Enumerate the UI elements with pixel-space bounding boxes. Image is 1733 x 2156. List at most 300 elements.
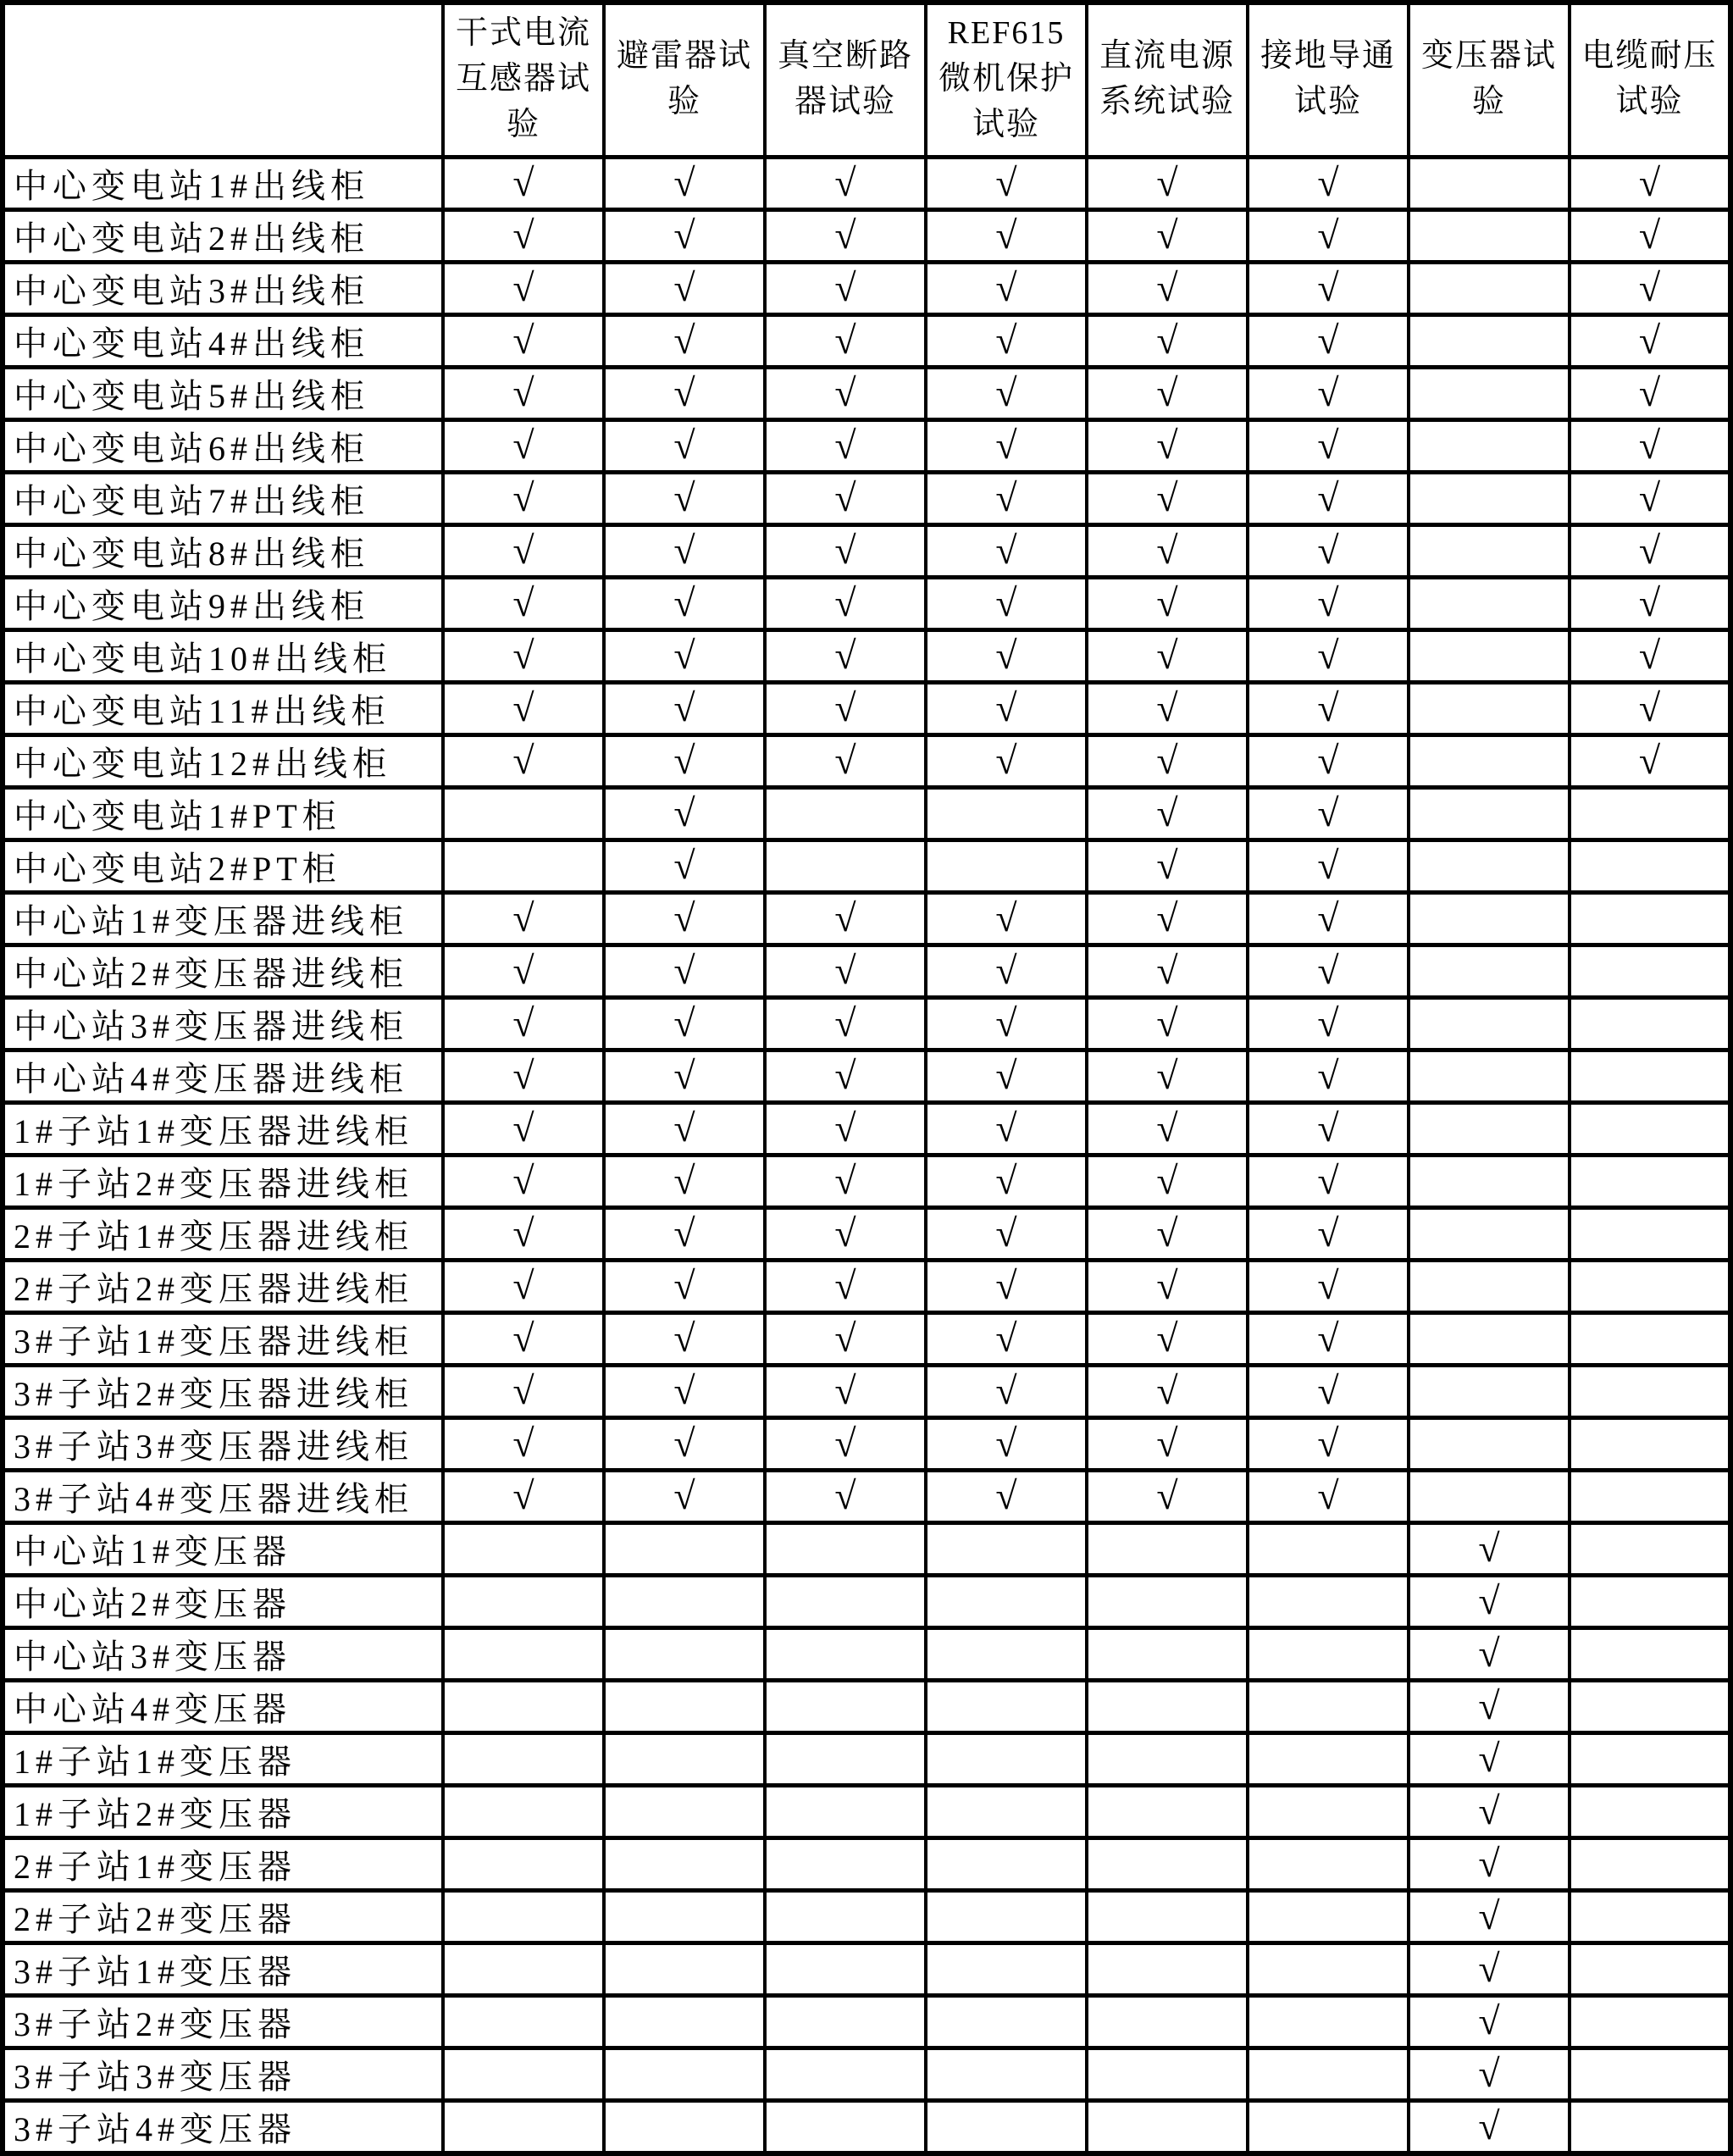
check-cell: √ bbox=[1248, 1260, 1409, 1312]
empty-cell bbox=[1570, 1207, 1730, 1260]
check-cell: √ bbox=[765, 1470, 926, 1522]
check-cell: √ bbox=[443, 1155, 604, 1207]
check-cell: √ bbox=[443, 1102, 604, 1155]
row-label: 2#子站2#变压器 bbox=[3, 1890, 443, 1943]
check-cell: √ bbox=[926, 1417, 1087, 1470]
empty-cell bbox=[765, 1890, 926, 1943]
empty-cell bbox=[1409, 1417, 1570, 1470]
check-cell: √ bbox=[765, 367, 926, 419]
check-cell: √ bbox=[765, 734, 926, 787]
empty-cell bbox=[1409, 682, 1570, 734]
empty-cell bbox=[1248, 1785, 1409, 1837]
table-row bbox=[3, 1575, 1730, 1627]
check-cell: √ bbox=[1087, 787, 1248, 840]
empty-cell bbox=[604, 2048, 765, 2100]
table-row bbox=[3, 840, 1730, 892]
table-row bbox=[3, 997, 1730, 1050]
check-cell: √ bbox=[604, 1155, 765, 1207]
empty-cell bbox=[1087, 1995, 1248, 2048]
empty-cell bbox=[1087, 1522, 1248, 1575]
row-label: 3#子站4#变压器 bbox=[3, 2100, 443, 2153]
table-row bbox=[3, 1312, 1730, 1365]
empty-cell bbox=[1570, 1732, 1730, 1785]
check-cell: √ bbox=[1248, 1050, 1409, 1102]
check-cell: √ bbox=[1409, 1785, 1570, 1837]
check-cell: √ bbox=[1087, 419, 1248, 472]
row-label: 中心变电站2#出线柜 bbox=[3, 209, 443, 262]
row-label: 中心站4#变压器 bbox=[3, 1680, 443, 1732]
empty-cell bbox=[1087, 1943, 1248, 1995]
empty-cell bbox=[1570, 1627, 1730, 1680]
empty-cell bbox=[604, 1680, 765, 1732]
empty-cell bbox=[1570, 1680, 1730, 1732]
check-cell: √ bbox=[604, 209, 765, 262]
empty-cell bbox=[604, 1732, 765, 1785]
row-label: 2#子站2#变压器进线柜 bbox=[3, 1260, 443, 1312]
check-cell: √ bbox=[1087, 945, 1248, 997]
empty-cell bbox=[1087, 1627, 1248, 1680]
table-row bbox=[3, 157, 1730, 209]
check-cell: √ bbox=[604, 419, 765, 472]
check-cell: √ bbox=[1248, 524, 1409, 577]
table-row bbox=[3, 1102, 1730, 1155]
check-cell: √ bbox=[1248, 682, 1409, 734]
empty-cell bbox=[1570, 1050, 1730, 1102]
empty-cell bbox=[1409, 209, 1570, 262]
check-cell: √ bbox=[1570, 682, 1730, 734]
empty-cell bbox=[1570, 1890, 1730, 1943]
check-cell: √ bbox=[1248, 787, 1409, 840]
check-cell: √ bbox=[604, 787, 765, 840]
check-cell: √ bbox=[926, 1312, 1087, 1365]
empty-cell bbox=[1409, 367, 1570, 419]
empty-cell bbox=[926, 2100, 1087, 2153]
empty-cell bbox=[926, 1995, 1087, 2048]
check-cell: √ bbox=[443, 367, 604, 419]
table-row bbox=[3, 1050, 1730, 1102]
check-cell: √ bbox=[1248, 1102, 1409, 1155]
empty-cell bbox=[1570, 1837, 1730, 1890]
table-row bbox=[3, 314, 1730, 367]
check-cell: √ bbox=[1570, 734, 1730, 787]
empty-cell bbox=[443, 787, 604, 840]
empty-cell bbox=[765, 1575, 926, 1627]
row-label: 中心站4#变压器进线柜 bbox=[3, 1050, 443, 1102]
check-cell: √ bbox=[1248, 209, 1409, 262]
empty-cell bbox=[1409, 1102, 1570, 1155]
check-cell: √ bbox=[443, 1050, 604, 1102]
check-cell: √ bbox=[1570, 314, 1730, 367]
check-cell: √ bbox=[1087, 367, 1248, 419]
check-cell: √ bbox=[1087, 1470, 1248, 1522]
empty-cell bbox=[1570, 1995, 1730, 2048]
empty-cell bbox=[765, 1943, 926, 1995]
check-cell: √ bbox=[604, 945, 765, 997]
table-row bbox=[3, 1995, 1730, 2048]
empty-cell bbox=[443, 1732, 604, 1785]
empty-cell bbox=[1409, 1260, 1570, 1312]
check-cell: √ bbox=[443, 682, 604, 734]
check-cell: √ bbox=[926, 734, 1087, 787]
empty-cell bbox=[765, 1732, 926, 1785]
empty-cell bbox=[1570, 1365, 1730, 1417]
check-cell: √ bbox=[443, 1417, 604, 1470]
table-row bbox=[3, 734, 1730, 787]
check-cell: √ bbox=[926, 524, 1087, 577]
check-cell: √ bbox=[1248, 1417, 1409, 1470]
table-row bbox=[3, 2048, 1730, 2100]
check-cell: √ bbox=[1248, 1365, 1409, 1417]
check-cell: √ bbox=[1248, 945, 1409, 997]
empty-cell bbox=[1409, 1155, 1570, 1207]
empty-cell bbox=[926, 1575, 1087, 1627]
check-cell: √ bbox=[1409, 1943, 1570, 1995]
check-cell: √ bbox=[443, 419, 604, 472]
empty-cell bbox=[443, 2100, 604, 2153]
table-row bbox=[3, 945, 1730, 997]
check-cell: √ bbox=[1248, 1312, 1409, 1365]
empty-cell bbox=[443, 840, 604, 892]
check-cell: √ bbox=[765, 577, 926, 629]
empty-cell bbox=[1409, 524, 1570, 577]
row-label: 3#子站1#变压器进线柜 bbox=[3, 1312, 443, 1365]
check-cell: √ bbox=[1248, 1470, 1409, 1522]
empty-cell bbox=[1570, 1785, 1730, 1837]
check-cell: √ bbox=[926, 577, 1087, 629]
empty-cell bbox=[1570, 1155, 1730, 1207]
table-row bbox=[3, 1680, 1730, 1732]
check-cell: √ bbox=[1087, 314, 1248, 367]
check-cell: √ bbox=[1087, 734, 1248, 787]
table-row bbox=[3, 892, 1730, 945]
empty-cell bbox=[443, 1522, 604, 1575]
empty-cell bbox=[1570, 840, 1730, 892]
empty-cell bbox=[1248, 1837, 1409, 1890]
row-label: 中心变电站11#出线柜 bbox=[3, 682, 443, 734]
empty-cell bbox=[1409, 419, 1570, 472]
row-label: 3#子站2#变压器 bbox=[3, 1995, 443, 2048]
check-cell: √ bbox=[1248, 367, 1409, 419]
check-cell: √ bbox=[1087, 209, 1248, 262]
check-cell: √ bbox=[604, 577, 765, 629]
check-cell: √ bbox=[1248, 419, 1409, 472]
empty-cell bbox=[1570, 2100, 1730, 2153]
empty-cell bbox=[604, 1785, 765, 1837]
check-cell: √ bbox=[1248, 840, 1409, 892]
check-cell: √ bbox=[1087, 1312, 1248, 1365]
empty-cell bbox=[604, 1837, 765, 1890]
table-row bbox=[3, 1943, 1730, 1995]
check-cell: √ bbox=[1570, 419, 1730, 472]
check-cell: √ bbox=[1248, 262, 1409, 314]
check-cell: √ bbox=[1409, 1575, 1570, 1627]
empty-cell bbox=[765, 1680, 926, 1732]
corner-cell bbox=[3, 3, 443, 157]
check-cell: √ bbox=[443, 472, 604, 524]
check-cell: √ bbox=[1570, 209, 1730, 262]
empty-cell bbox=[443, 1575, 604, 1627]
check-cell: √ bbox=[765, 314, 926, 367]
row-label: 中心站3#变压器进线柜 bbox=[3, 997, 443, 1050]
empty-cell bbox=[1248, 1627, 1409, 1680]
check-cell: √ bbox=[765, 629, 926, 682]
row-label: 2#子站1#变压器 bbox=[3, 1837, 443, 1890]
empty-cell bbox=[604, 1995, 765, 2048]
check-cell: √ bbox=[1248, 1155, 1409, 1207]
check-cell: √ bbox=[443, 1312, 604, 1365]
check-cell: √ bbox=[604, 682, 765, 734]
row-label: 中心站2#变压器 bbox=[3, 1575, 443, 1627]
row-label: 3#子站4#变压器进线柜 bbox=[3, 1470, 443, 1522]
empty-cell bbox=[1409, 997, 1570, 1050]
row-label: 中心变电站8#出线柜 bbox=[3, 524, 443, 577]
table-row bbox=[3, 1732, 1730, 1785]
row-label: 中心变电站1#出线柜 bbox=[3, 157, 443, 209]
empty-cell bbox=[1570, 1102, 1730, 1155]
check-cell: √ bbox=[443, 314, 604, 367]
check-cell: √ bbox=[926, 1260, 1087, 1312]
check-cell: √ bbox=[765, 682, 926, 734]
empty-cell bbox=[1409, 157, 1570, 209]
check-cell: √ bbox=[1409, 1627, 1570, 1680]
row-label: 中心变电站1#PT柜 bbox=[3, 787, 443, 840]
empty-cell bbox=[1409, 1050, 1570, 1102]
empty-cell bbox=[1409, 314, 1570, 367]
table-row bbox=[3, 367, 1730, 419]
empty-cell bbox=[765, 1785, 926, 1837]
check-cell: √ bbox=[1570, 262, 1730, 314]
check-cell: √ bbox=[926, 997, 1087, 1050]
check-cell: √ bbox=[926, 892, 1087, 945]
check-cell: √ bbox=[926, 419, 1087, 472]
table-row bbox=[3, 1470, 1730, 1522]
row-label: 3#子站3#变压器进线柜 bbox=[3, 1417, 443, 1470]
check-cell: √ bbox=[765, 997, 926, 1050]
empty-cell bbox=[765, 1627, 926, 1680]
check-cell: √ bbox=[765, 1207, 926, 1260]
empty-cell bbox=[1570, 945, 1730, 997]
empty-cell bbox=[1087, 1575, 1248, 1627]
check-cell: √ bbox=[604, 157, 765, 209]
empty-cell bbox=[1409, 787, 1570, 840]
row-label: 中心变电站10#出线柜 bbox=[3, 629, 443, 682]
empty-cell bbox=[1409, 840, 1570, 892]
table-row bbox=[3, 419, 1730, 472]
check-cell: √ bbox=[443, 1365, 604, 1417]
row-label: 1#子站2#变压器 bbox=[3, 1785, 443, 1837]
check-cell: √ bbox=[1087, 472, 1248, 524]
empty-cell bbox=[1570, 1260, 1730, 1312]
empty-cell bbox=[604, 1627, 765, 1680]
empty-cell bbox=[926, 1522, 1087, 1575]
empty-cell bbox=[1409, 262, 1570, 314]
empty-cell bbox=[765, 787, 926, 840]
empty-cell bbox=[604, 2100, 765, 2153]
check-cell: √ bbox=[1409, 1680, 1570, 1732]
empty-cell bbox=[1087, 1732, 1248, 1785]
column-header: 真空断路器试验 bbox=[765, 3, 926, 157]
check-cell: √ bbox=[926, 945, 1087, 997]
table-row bbox=[3, 1365, 1730, 1417]
check-cell: √ bbox=[604, 892, 765, 945]
check-cell: √ bbox=[926, 1155, 1087, 1207]
empty-cell bbox=[926, 1785, 1087, 1837]
check-cell: √ bbox=[926, 1102, 1087, 1155]
check-cell: √ bbox=[926, 314, 1087, 367]
check-cell: √ bbox=[1248, 629, 1409, 682]
check-cell: √ bbox=[604, 1312, 765, 1365]
empty-cell bbox=[926, 2048, 1087, 2100]
row-label: 1#子站1#变压器 bbox=[3, 1732, 443, 1785]
row-label: 3#子站1#变压器 bbox=[3, 1943, 443, 1995]
empty-cell bbox=[926, 840, 1087, 892]
empty-cell bbox=[1409, 734, 1570, 787]
check-cell: √ bbox=[604, 367, 765, 419]
empty-cell bbox=[1248, 1575, 1409, 1627]
check-cell: √ bbox=[1570, 157, 1730, 209]
column-header: 接地导通试验 bbox=[1248, 3, 1409, 157]
check-cell: √ bbox=[1248, 577, 1409, 629]
row-label: 1#子站1#变压器进线柜 bbox=[3, 1102, 443, 1155]
empty-cell bbox=[604, 1575, 765, 1627]
empty-cell bbox=[1409, 629, 1570, 682]
table-row bbox=[3, 262, 1730, 314]
check-cell: √ bbox=[1087, 997, 1248, 1050]
check-cell: √ bbox=[1248, 1207, 1409, 1260]
check-cell: √ bbox=[1248, 157, 1409, 209]
check-cell: √ bbox=[765, 1260, 926, 1312]
check-cell: √ bbox=[765, 1417, 926, 1470]
column-header: 干式电流互感器试验 bbox=[443, 3, 604, 157]
row-label: 1#子站2#变压器进线柜 bbox=[3, 1155, 443, 1207]
check-cell: √ bbox=[1087, 157, 1248, 209]
check-cell: √ bbox=[443, 577, 604, 629]
empty-cell bbox=[926, 1890, 1087, 1943]
check-cell: √ bbox=[1248, 314, 1409, 367]
empty-cell bbox=[1570, 787, 1730, 840]
empty-cell bbox=[1570, 1312, 1730, 1365]
empty-cell bbox=[1570, 1943, 1730, 1995]
empty-cell bbox=[1570, 1417, 1730, 1470]
empty-cell bbox=[926, 787, 1087, 840]
empty-cell bbox=[926, 1732, 1087, 1785]
empty-cell bbox=[443, 1680, 604, 1732]
empty-cell bbox=[765, 2048, 926, 2100]
empty-cell bbox=[926, 1837, 1087, 1890]
check-cell: √ bbox=[604, 1260, 765, 1312]
check-cell: √ bbox=[1570, 629, 1730, 682]
empty-cell bbox=[1248, 1732, 1409, 1785]
empty-cell bbox=[1409, 945, 1570, 997]
check-cell: √ bbox=[604, 734, 765, 787]
check-cell: √ bbox=[926, 1365, 1087, 1417]
empty-cell bbox=[1409, 1207, 1570, 1260]
check-cell: √ bbox=[1087, 840, 1248, 892]
empty-cell bbox=[1087, 1680, 1248, 1732]
row-label: 中心变电站4#出线柜 bbox=[3, 314, 443, 367]
column-header: 直流电源系统试验 bbox=[1087, 3, 1248, 157]
column-header: 变压器试验 bbox=[1409, 3, 1570, 157]
check-cell: √ bbox=[926, 472, 1087, 524]
check-cell: √ bbox=[604, 262, 765, 314]
check-cell: √ bbox=[926, 1050, 1087, 1102]
column-header: 电缆耐压试验 bbox=[1570, 3, 1730, 157]
empty-cell bbox=[1248, 1943, 1409, 1995]
empty-cell bbox=[1248, 1995, 1409, 2048]
check-cell: √ bbox=[443, 1260, 604, 1312]
table-row bbox=[3, 1155, 1730, 1207]
check-cell: √ bbox=[1248, 734, 1409, 787]
empty-cell bbox=[1248, 1522, 1409, 1575]
table-row bbox=[3, 577, 1730, 629]
check-cell: √ bbox=[1409, 1732, 1570, 1785]
check-cell: √ bbox=[443, 629, 604, 682]
table-row bbox=[3, 209, 1730, 262]
empty-cell bbox=[1570, 1575, 1730, 1627]
empty-cell bbox=[1570, 997, 1730, 1050]
check-cell: √ bbox=[443, 945, 604, 997]
empty-cell bbox=[1570, 2048, 1730, 2100]
row-label: 中心变电站5#出线柜 bbox=[3, 367, 443, 419]
check-cell: √ bbox=[443, 524, 604, 577]
check-cell: √ bbox=[765, 209, 926, 262]
empty-cell bbox=[765, 2100, 926, 2153]
empty-cell bbox=[1087, 1837, 1248, 1890]
empty-cell bbox=[1248, 1680, 1409, 1732]
empty-cell bbox=[1087, 1785, 1248, 1837]
check-cell: √ bbox=[1087, 629, 1248, 682]
check-cell: √ bbox=[1570, 472, 1730, 524]
check-cell: √ bbox=[443, 734, 604, 787]
table-row bbox=[3, 524, 1730, 577]
check-cell: √ bbox=[926, 262, 1087, 314]
table-row bbox=[3, 682, 1730, 734]
check-cell: √ bbox=[1248, 997, 1409, 1050]
check-cell: √ bbox=[604, 840, 765, 892]
empty-cell bbox=[604, 1522, 765, 1575]
empty-cell bbox=[443, 1995, 604, 2048]
check-cell: √ bbox=[765, 1050, 926, 1102]
check-cell: √ bbox=[443, 997, 604, 1050]
empty-cell bbox=[604, 1943, 765, 1995]
empty-cell bbox=[1248, 2100, 1409, 2153]
table-row bbox=[3, 629, 1730, 682]
table-body bbox=[3, 157, 1730, 2153]
table-row bbox=[3, 1417, 1730, 1470]
table-row bbox=[3, 472, 1730, 524]
table-row bbox=[3, 787, 1730, 840]
check-cell: √ bbox=[765, 1365, 926, 1417]
empty-cell bbox=[1248, 2048, 1409, 2100]
check-cell: √ bbox=[604, 1365, 765, 1417]
check-cell: √ bbox=[765, 157, 926, 209]
check-cell: √ bbox=[765, 1155, 926, 1207]
row-label: 中心站3#变压器 bbox=[3, 1627, 443, 1680]
check-cell: √ bbox=[926, 682, 1087, 734]
check-cell: √ bbox=[1409, 1890, 1570, 1943]
check-cell: √ bbox=[1409, 1995, 1570, 2048]
check-cell: √ bbox=[604, 1050, 765, 1102]
check-cell: √ bbox=[1087, 682, 1248, 734]
check-cell: √ bbox=[443, 262, 604, 314]
check-cell: √ bbox=[765, 419, 926, 472]
row-label: 3#子站2#变压器进线柜 bbox=[3, 1365, 443, 1417]
empty-cell bbox=[765, 840, 926, 892]
check-cell: √ bbox=[926, 367, 1087, 419]
check-cell: √ bbox=[765, 1312, 926, 1365]
empty-cell bbox=[765, 1837, 926, 1890]
check-cell: √ bbox=[604, 524, 765, 577]
